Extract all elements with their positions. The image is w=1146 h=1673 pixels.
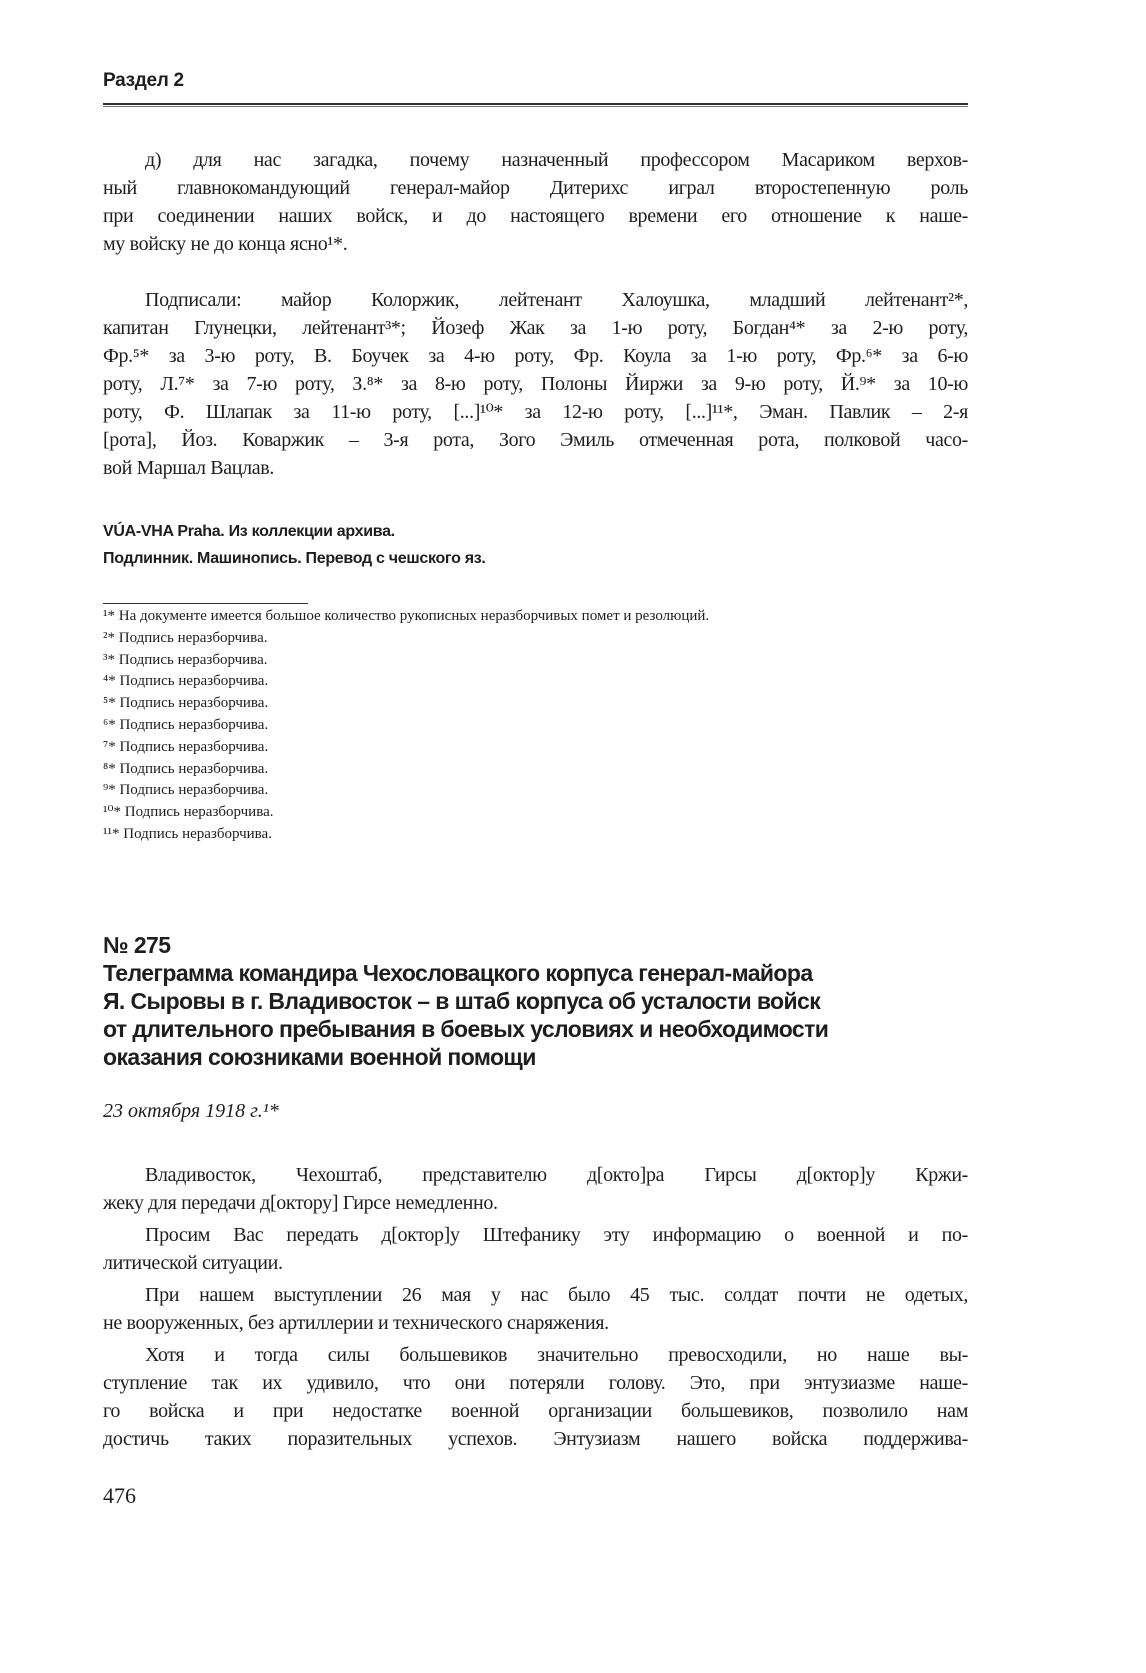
- footnote: ¹¹* Подпись неразборчива.: [103, 825, 272, 842]
- text-line: литической ситуации.: [103, 1252, 283, 1274]
- header-rule: [103, 103, 968, 107]
- heading-line: оказания союзниками военной помощи: [103, 1044, 536, 1070]
- text-line: Владивосток, Чехоштаб, представителю д[окто]ра Гирсы д[октор]у Кржи-: [145, 1164, 968, 1186]
- section-title: Раздел 2: [103, 70, 184, 91]
- text-line: Просим Вас передать д[октор]у Штефанику эту информацию о военной и по-: [145, 1224, 968, 1246]
- paragraph-d: [103, 146, 968, 258]
- body-paragraph: [103, 1161, 968, 1217]
- text-line: капитан Глунецки, лейтенант³*; Йозеф Жак за 1-ю роту, Богдан⁴* за 2-ю роту,: [103, 317, 968, 339]
- footnote: ⁵* Подпись неразборчива.: [103, 695, 269, 712]
- heading-line: от длительного пребывания в боевых условиях и необходимости: [103, 1016, 829, 1042]
- body-paragraph: [103, 1281, 968, 1337]
- document-heading: [103, 931, 968, 1071]
- footnote: ⁴* Подпись неразборчива.: [103, 673, 269, 690]
- running-header: [103, 70, 968, 92]
- footnote: ²* Подпись неразборчива.: [103, 629, 268, 646]
- body-paragraph: [103, 1221, 968, 1277]
- text-line: ступление так их удивило, что они потеряли голову. Это, при энтузиазме наше-: [103, 1372, 968, 1394]
- text-line: Подписали: майор Колоржик, лейтенант Халоушка, младший лейтенант²*,: [145, 289, 968, 311]
- text-line: роту, Ф. Шлапак за 11-ю роту, [...]¹⁰* за 12-ю роту, [...]¹¹*, Эман. Павлик – 2-я: [103, 401, 968, 423]
- archive-source: [103, 518, 968, 572]
- text-line: вой Маршал Вацлав.: [103, 457, 275, 479]
- body-paragraph: [103, 1341, 968, 1453]
- text-line: роту, Л.⁷* за 7-ю роту, З.⁸* за 8-ю роту, Полоны Йиржи за 9-ю роту, Й.⁹* за 10-ю: [103, 373, 968, 395]
- footnote: ⁸* Подпись неразборчива.: [103, 760, 269, 777]
- text-line: не вооруженных, без артиллерии и технического снаряжения.: [103, 1312, 609, 1334]
- footnotes: [103, 606, 968, 846]
- text-line: Фр.⁵* за 3-ю роту, В. Боучек за 4-ю роту, Фр. Коула за 1-ю роту, Фр.⁶* за 6-ю: [103, 345, 968, 367]
- footnote: ⁹* Подпись неразборчива.: [103, 782, 269, 799]
- document-date: 23 октября 1918 г.¹*: [103, 1100, 279, 1122]
- text-line: жеку для передачи д[октору] Гирсе немедленно.: [103, 1192, 498, 1214]
- footnote: ⁶* Подпись неразборчива.: [103, 716, 269, 733]
- footnote-rule: [103, 603, 308, 604]
- text-line: [рота], Йоз. Коваржик – 3-я рота, Зого Эмиль отмеченная рота, полковой часо-: [103, 429, 968, 451]
- footnote: ¹⁰* Подпись неразборчива.: [103, 804, 274, 821]
- text-line: го войска и при недостатке военной организации большевиков, позволило нам: [103, 1400, 968, 1422]
- text-line: при соединении наших войск, и до настоящего времени его отношение к наше-: [103, 205, 968, 227]
- text-line: ный главнокомандующий генерал-майор Дитерихс играл второстепенную роль: [103, 177, 968, 199]
- footnote: ³* Подпись неразборчива.: [103, 651, 268, 668]
- text-line: Хотя и тогда силы большевиков значительно превосходили, но наше вы-: [145, 1344, 968, 1366]
- heading-line: Телеграмма командира Чехословацкого корпуса генерал-майора: [103, 960, 813, 986]
- document-body: [103, 1161, 968, 1457]
- text-line: При нашем выступлении 26 мая у нас было 45 тыс. солдат почти не одетых,: [145, 1284, 968, 1306]
- footnote: ¹* На документе имеется большое количество рукописных неразборчивых помет и резолюций.: [103, 608, 710, 624]
- source-line: VÚA-VHA Praha. Из коллекции архива.: [103, 523, 395, 540]
- text-line: му войску не до конца ясно¹*.: [103, 233, 348, 255]
- text-line: д) для нас загадка, почему назначенный профессором Масариком верхов-: [145, 149, 968, 171]
- heading-line: Я. Сыровы в г. Владивосток – в штаб корпуса об усталости войск: [103, 988, 821, 1014]
- text-line: достичь таких поразительных успехов. Энтузиазм нашего войска поддержива-: [103, 1428, 968, 1450]
- heading-line: № 275: [103, 932, 171, 958]
- paragraph-signatories: [103, 286, 968, 482]
- footnote: ⁷* Подпись неразборчива.: [103, 738, 269, 755]
- source-line: Подлинник. Машинопись. Перевод с чешского яз.: [103, 550, 486, 567]
- page-number: 476: [103, 1483, 136, 1508]
